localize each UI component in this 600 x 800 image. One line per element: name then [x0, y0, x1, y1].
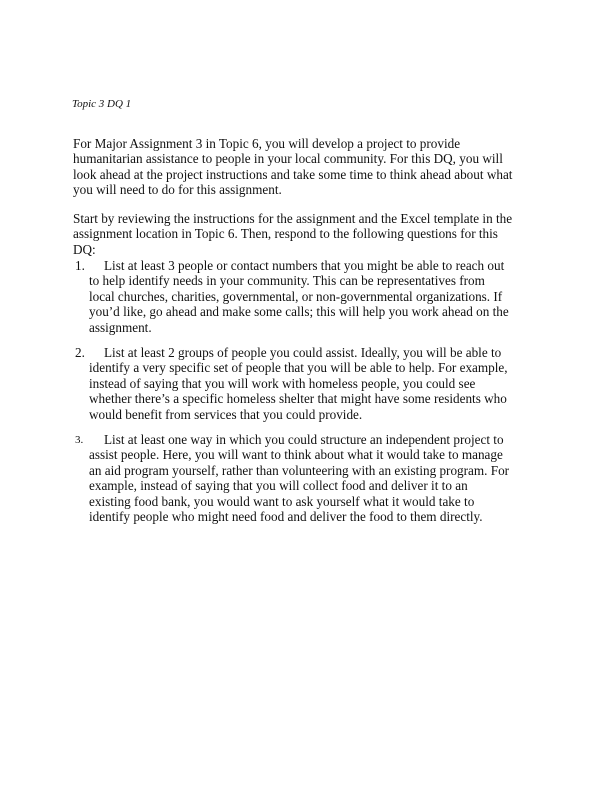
list-number: 3. — [75, 434, 84, 446]
list-item-text — [89, 258, 549, 335]
list-line: would benefit from services that you could provide. — [89, 406, 363, 422]
intro-line: humanitarian assistance to people in your local community. For this DQ, you will — [73, 151, 503, 167]
list-item-text — [89, 432, 549, 524]
list-line: List at least one way in which you could structure an independent project to — [104, 432, 504, 447]
list-line: identify a very specific set of people that you will be able to help. For example, — [89, 360, 508, 376]
instructions-line: assignment location in Topic 6. Then, respond to the following questions for this — [73, 226, 498, 242]
list-line: whether there’s a specific homeless shelter that might have some residents who — [89, 391, 507, 407]
list-line: example, instead of saying that you will collect food and deliver it to an — [89, 478, 468, 494]
intro-line: For Major Assignment 3 in Topic 6, you will develop a project to provide — [73, 136, 461, 151]
list-number: 2. — [75, 345, 85, 360]
instructions-paragraph — [73, 211, 543, 257]
list-line: assist people. Here, you will want to think about what it would take to manage — [89, 447, 503, 463]
list-line: you’d like, go ahead and make some calls; this will help you work ahead on the — [89, 304, 509, 320]
list-line: identify people who might need food and deliver the food to them directly. — [89, 509, 483, 525]
list-line: assignment. — [89, 319, 152, 335]
intro-line: look ahead at the project instructions and take some time to think ahead about what — [73, 166, 513, 182]
instructions-line: DQ: — [73, 241, 96, 257]
list-line: instead of saying that you will work with homeless people, you could see — [89, 375, 476, 391]
list-line: to help identify needs in your community. This can be representatives from — [89, 273, 485, 289]
intro-line: you will need to do for this assignment. — [73, 182, 282, 198]
list-line: List at least 2 groups of people you could assist. Ideally, you will be able to — [104, 345, 502, 360]
list-line: an aid program yourself, rather than volunteering with an existing program. For — [89, 462, 510, 478]
list-line: existing food bank, you would want to ask yourself what it would take to — [89, 493, 475, 509]
list-line: List at least 3 people or contact numbers that you might be able to reach out — [104, 258, 505, 273]
document-header: Topic 3 DQ 1 — [72, 98, 132, 110]
list-number: 1. — [75, 258, 85, 273]
intro-paragraph — [73, 136, 543, 198]
list-item-text — [89, 345, 549, 422]
instructions-line: Start by reviewing the instructions for the assignment and the Excel template in the — [73, 211, 513, 226]
list-line: local churches, charities, governmental, or non-governmental organizations. If — [89, 288, 503, 304]
